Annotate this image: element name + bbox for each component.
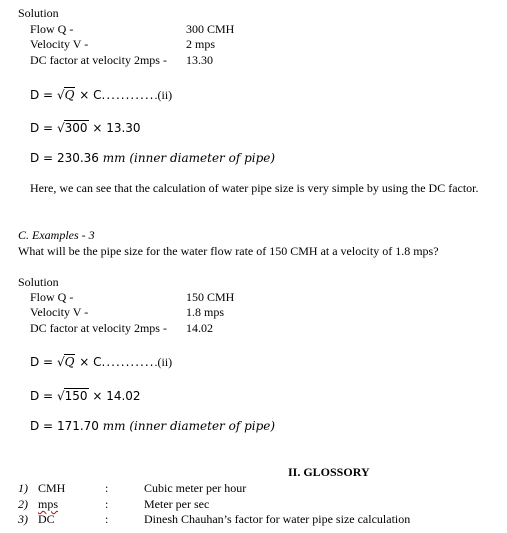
glossary-term-2: mps (38, 497, 59, 511)
dc-factor-value-2: 14.02 (186, 321, 213, 335)
result-value: 171.70 (56, 419, 99, 433)
dc-factor-value-1: 13.30 (186, 53, 213, 67)
flow-label-1: Flow Q - (30, 22, 74, 36)
example-label: C. Examples - 3 (18, 228, 95, 242)
formula-2 (30, 354, 172, 369)
flow-value-2: 150 CMH (186, 290, 235, 304)
solution-heading-2: Solution (18, 275, 59, 289)
result-unit: mm (inner diameter of pipe) (102, 419, 276, 433)
calc-1 (30, 120, 141, 135)
flow-label-2: Flow Q - (30, 290, 74, 304)
result-lhs: D = (30, 151, 54, 165)
velocity-value-2: 1.8 mps (186, 305, 225, 319)
formula-times: × C (79, 355, 102, 369)
formula-q: Q (64, 355, 75, 369)
dc-factor-label-2: DC factor at velocity 2mps - (30, 321, 167, 335)
glossary-term-3: DC (38, 512, 55, 526)
velocity-label-2: Velocity V - (30, 305, 89, 319)
glossary-num-1: 1) (18, 481, 28, 495)
formula-1 (30, 87, 172, 102)
radical-icon: √ (56, 389, 65, 403)
formula-q: Q (64, 88, 75, 102)
result-1 (30, 151, 275, 165)
calc-lhs: D = (30, 121, 54, 135)
calc-radicand: 150 (64, 389, 88, 403)
result-value: 230.36 (56, 151, 99, 165)
glossary-title: II. GLOSSORY (288, 465, 370, 479)
glossary-term-1: CMH (38, 481, 66, 495)
formula-lhs: D = (30, 88, 54, 102)
glossary-def-2: Meter per sec (144, 497, 210, 511)
dc-factor-label-1: DC factor at velocity 2mps - (30, 53, 167, 67)
solution-heading-1: Solution (18, 6, 59, 20)
note-text: Here, we can see that the calculation of water pipe size is very simple by using the DC factor. (30, 181, 479, 195)
formula-ref: .(ii) (154, 355, 173, 369)
glossary-num-3: 3) (18, 512, 28, 526)
calc-rest: × 14.02 (92, 389, 141, 403)
calc-rest: × 13.30 (92, 121, 141, 135)
glossary-sep-1: : (105, 481, 109, 495)
glossary-sep-2: : (105, 497, 109, 511)
result-2 (30, 419, 275, 433)
result-lhs: D = (30, 419, 54, 433)
glossary-num-2: 2) (18, 497, 28, 511)
velocity-value-1: 2 mps (186, 37, 216, 51)
glossary-sep-3: : (105, 512, 109, 526)
calc-lhs: D = (30, 389, 54, 403)
glossary-def-3: Dinesh Chauhan’s factor for water pipe size calculation (144, 512, 411, 526)
radical-icon: √ (56, 88, 65, 102)
flow-value-1: 300 CMH (186, 22, 235, 36)
formula-ref: .(ii) (154, 88, 173, 102)
calc-radicand: 300 (64, 121, 88, 135)
result-unit: mm (inner diameter of pipe) (102, 151, 276, 165)
calc-2 (30, 388, 141, 403)
formula-dots: ........... (101, 88, 155, 102)
radical-icon: √ (56, 355, 65, 369)
example-question: What will be the pipe size for the water flow rate of 150 CMH at a velocity of 1.8 mps? (18, 244, 439, 258)
formula-dots: ........... (101, 355, 155, 369)
radical-icon: √ (56, 121, 65, 135)
formula-lhs: D = (30, 355, 54, 369)
velocity-label-1: Velocity V - (30, 37, 89, 51)
formula-times: × C (79, 88, 102, 102)
glossary-def-1: Cubic meter per hour (144, 481, 247, 495)
